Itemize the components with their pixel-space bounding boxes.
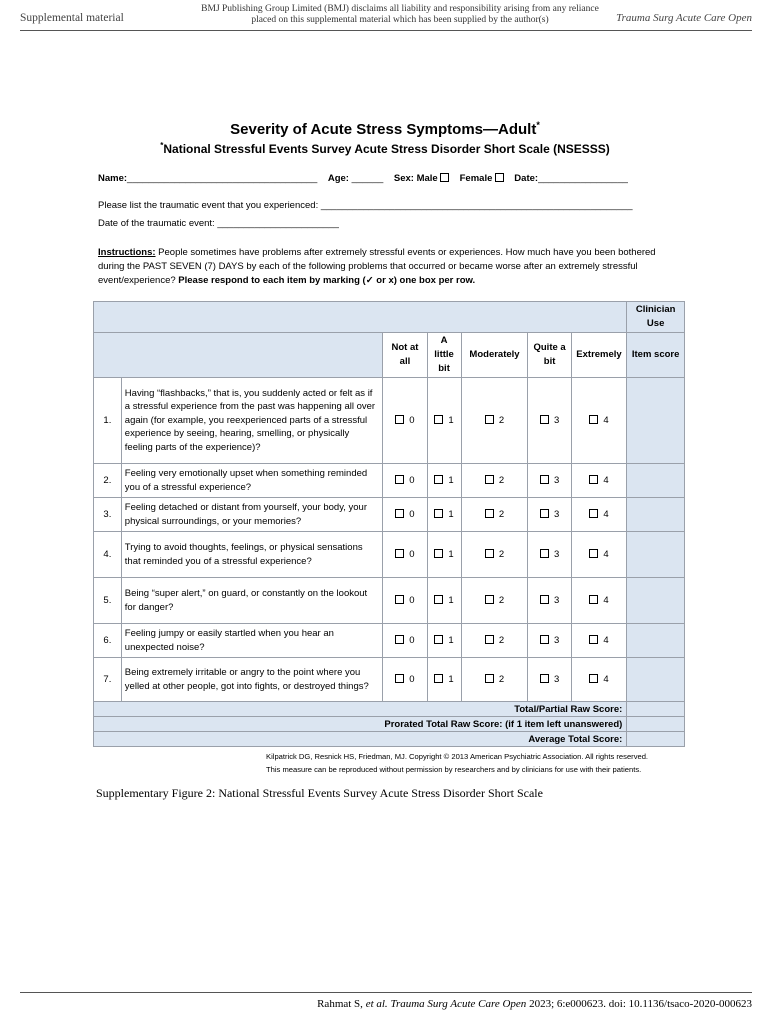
table-row [94,658,685,702]
response-option[interactable] [571,624,627,658]
col-header-extremely: Extremely [571,333,627,378]
response-option[interactable] [461,532,528,578]
table-header-row [94,333,685,378]
option-value: 0 [409,415,415,426]
prorated-row [94,717,685,732]
checkbox-icon[interactable] [589,415,598,424]
response-option[interactable] [528,378,571,464]
checkbox-icon[interactable] [395,635,404,644]
disclaimer-line-2: placed on this supplemental material which has been supplied by the author(s) [251,15,549,25]
response-option[interactable] [461,658,528,702]
table-row [94,498,685,532]
checkbox-icon[interactable] [589,549,598,558]
checkbox-icon[interactable] [395,415,404,424]
female-checkbox[interactable] [495,173,504,182]
item-question: Feeling detached or distant from yourself, your body, your physical surroundings, or your memories? [121,498,383,532]
checkbox-icon[interactable] [485,509,494,518]
option-value: 1 [448,415,454,426]
item-score-cell[interactable] [627,658,685,702]
footer-etal: et al. [365,998,388,1010]
response-option[interactable] [383,464,427,498]
response-option[interactable] [571,378,627,464]
event-field[interactable]: ___________________________________________________________ [320,200,633,211]
option-value: 3 [553,415,560,426]
form-title-text: Severity of Acute Stress Symptoms—Adult [230,121,537,138]
table-row [94,464,685,498]
checkbox-icon[interactable] [540,674,549,683]
footer-journal: Trauma Surg Acute Care Open [387,998,527,1010]
checkbox-icon[interactable] [540,415,549,424]
total-row [94,702,685,717]
item-number: 3. [94,498,122,532]
form-title [0,120,770,138]
checkbox-icon[interactable] [485,549,494,558]
response-option[interactable] [427,624,461,658]
item-question: Feeling jumpy or easily startled when you hear an unexpected noise? [121,624,383,658]
table-row [94,578,685,624]
age-field[interactable]: ______ [351,173,384,184]
title-footnote-mark: * [536,120,540,130]
option-value: 3 [553,509,560,520]
sex-label: Sex: [393,173,414,184]
copyright-notice [266,751,648,776]
footer-divider [20,992,752,993]
table-top-spacer [94,302,627,333]
response-option[interactable] [427,498,461,532]
checkbox-icon[interactable] [540,509,549,518]
response-option[interactable] [461,378,528,464]
date-field[interactable]: _________________ [538,173,628,184]
response-option[interactable] [528,464,571,498]
response-option[interactable] [528,578,571,624]
footer-authors: Rahmat S, [317,998,366,1010]
response-option[interactable] [427,658,461,702]
table-top-row [94,302,685,333]
option-value: 2 [498,674,505,685]
response-option[interactable] [571,578,627,624]
checkbox-icon[interactable] [395,674,404,683]
col-header-quite-a-bit: Quite a bit [528,333,571,378]
option-value: 0 [409,674,415,685]
checkbox-icon[interactable] [434,475,443,484]
average-score-cell[interactable] [627,732,685,747]
response-option[interactable] [461,624,528,658]
figure-caption: Supplementary Figure 2: National Stressful Events Survey Acute Stress Disorder Short Scale [96,786,543,800]
item-number: 2. [94,464,122,498]
response-option[interactable] [383,624,427,658]
prorated-score-label: Prorated Total Raw Score: (if 1 item left unanswered) [94,717,627,732]
option-value: 2 [498,509,505,520]
item-question: Being “super alert,” on guard, or constantly on the lookout for danger? [121,578,383,624]
checkbox-icon[interactable] [485,415,494,424]
response-option[interactable] [571,464,627,498]
checkbox-icon[interactable] [589,635,598,644]
checkbox-icon[interactable] [540,595,549,604]
prorated-score-cell[interactable] [627,717,685,732]
option-value: 4 [603,509,609,520]
response-option[interactable] [571,658,627,702]
copyright-line-1: Kilpatrick DG, Resnick HS, Friedman, MJ. Copyright © 2013 American Psychiatric Association. All rights reserved. [266,752,649,761]
checkbox-icon[interactable] [485,674,494,683]
male-checkbox[interactable] [440,173,449,182]
response-option[interactable] [383,658,427,702]
response-option[interactable] [383,532,427,578]
item-score-cell[interactable] [627,378,685,464]
item-question: Feeling very emotionally upset when something reminded you of a stressful experience? [121,464,383,498]
average-row [94,732,685,747]
checkbox-icon[interactable] [434,509,443,518]
disclaimer [180,4,620,26]
clinician-use-header: Clinician Use [627,302,685,333]
item-score-cell[interactable] [627,578,685,624]
response-option[interactable] [528,498,571,532]
checkbox-icon[interactable] [434,674,443,683]
item-score-cell[interactable] [627,532,685,578]
option-value: 2 [498,549,505,560]
option-value: 0 [409,475,415,486]
response-option[interactable] [383,378,427,464]
response-option[interactable] [528,532,571,578]
option-value: 1 [448,635,454,646]
response-option[interactable] [461,498,528,532]
form-subtitle [0,141,770,156]
checkbox-icon[interactable] [434,635,443,644]
checkbox-icon[interactable] [589,674,598,683]
footer-citation: 2023; 6:e000623. doi: 10.1136/tsaco-2020-000623 [526,998,752,1010]
event-date-row [98,218,339,229]
option-value: 3 [553,595,560,606]
name-field[interactable]: ____________________________________ [127,173,318,184]
event-date-field[interactable]: _______________________ [217,218,339,229]
copyright-line-2: This measure can be reproduced without permission by researchers and by clinicians for use with their patients. [266,764,642,774]
option-value: 4 [603,595,609,606]
age-label: Age: [327,173,349,184]
subtitle-footnote-mark: * [160,141,164,150]
table-row [94,532,685,578]
checkbox-icon[interactable] [434,595,443,604]
response-option[interactable] [427,578,461,624]
instructions-emphasis: Please respond to each item by marking (✓ or x) one box per row. [178,275,476,286]
checkbox-icon[interactable] [485,635,494,644]
checkbox-icon[interactable] [485,475,494,484]
average-score-label: Average Total Score: [94,732,627,747]
option-value: 2 [498,635,505,646]
response-option[interactable] [528,658,571,702]
demographics-row [98,173,628,184]
checkbox-icon[interactable] [485,595,494,604]
item-question: Having “flashbacks,” that is, you suddenly acted or felt as if a stressful experience from the past was happening all over again (for example, you reexperienced parts of a stressful experience by seeing, hearing, smelling, or physically feeling parts of the experience)? [121,378,383,464]
option-value: 1 [448,475,454,486]
female-label: Female [459,173,493,184]
option-value: 0 [409,595,415,606]
response-option[interactable] [427,464,461,498]
table-row [94,624,685,658]
item-number: 5. [94,578,122,624]
option-value: 1 [448,549,454,560]
checkbox-icon[interactable] [589,509,598,518]
item-number: 6. [94,624,122,658]
event-prompt: Please list the traumatic event that you experienced: [98,200,319,211]
response-option[interactable] [383,578,427,624]
option-value: 3 [553,635,560,646]
response-option[interactable] [571,532,627,578]
checkbox-icon[interactable] [434,549,443,558]
header-divider [20,30,752,31]
col-header-moderately: Moderately [461,333,528,378]
form-subtitle-text: National Stressful Events Survey Acute Stress Disorder Short Scale (NSESSS) [163,142,610,156]
checkbox-icon[interactable] [395,475,404,484]
col-header-item-score: Item score [627,333,685,378]
item-question: Being extremely irritable or angry to the point where you yelled at other people, got into fights, or destroyed things? [121,658,383,702]
checkbox-icon[interactable] [540,635,549,644]
option-value: 1 [448,509,454,520]
checkbox-icon[interactable] [540,549,549,558]
option-value: 2 [498,475,505,486]
option-value: 4 [603,549,609,560]
checkbox-icon[interactable] [540,475,549,484]
option-value: 0 [409,635,415,646]
item-number: 1. [94,378,122,464]
item-number: 7. [94,658,122,702]
checkbox-icon[interactable] [395,595,404,604]
checkbox-icon[interactable] [395,549,404,558]
running-header-left: Supplemental material [20,12,124,24]
option-value: 0 [409,509,415,520]
option-value: 3 [553,674,560,685]
citation-footer [317,998,752,1010]
checkbox-icon[interactable] [589,595,598,604]
item-score-cell[interactable] [627,498,685,532]
instructions [98,246,666,288]
option-value: 3 [553,549,560,560]
option-value: 0 [409,549,415,560]
checkbox-icon[interactable] [589,475,598,484]
response-option[interactable] [427,378,461,464]
symptom-table [93,301,685,747]
response-option[interactable] [427,532,461,578]
total-score-cell[interactable] [627,702,685,717]
disclaimer-line-1: BMJ Publishing Group Limited (BMJ) disclaims all liability and responsibility arising from any reliance [201,4,599,14]
item-score-cell[interactable] [627,464,685,498]
response-option[interactable] [528,624,571,658]
event-date-prompt: Date of the traumatic event: [98,218,215,229]
option-value: 4 [603,674,609,685]
table-row [94,378,685,464]
option-value: 4 [603,635,609,646]
total-score-label: Total/Partial Raw Score: [94,702,627,717]
response-option[interactable] [461,578,528,624]
option-value: 2 [498,415,505,426]
event-row [98,200,633,211]
col-header-a-little-bit: A little bit [427,333,461,378]
item-number: 4. [94,532,122,578]
item-score-cell[interactable] [627,624,685,658]
checkbox-icon[interactable] [434,415,443,424]
option-value: 4 [603,415,609,426]
instructions-label: Instructions: [98,247,156,258]
male-label: Male [416,173,438,184]
option-value: 3 [553,475,560,486]
date-label: Date: [514,173,539,184]
item-question: Trying to avoid thoughts, feelings, or physical sensations that reminded you of a stressful experience? [121,532,383,578]
option-value: 4 [603,475,609,486]
option-value: 2 [498,595,505,606]
table-header-spacer [94,333,383,378]
checkbox-icon[interactable] [395,509,404,518]
response-option[interactable] [383,498,427,532]
option-value: 1 [448,674,454,685]
col-header-not-at-all: Not at all [383,333,427,378]
item-rows [94,378,685,702]
option-value: 1 [448,595,454,606]
response-option[interactable] [461,464,528,498]
name-label: Name: [98,173,128,184]
response-option[interactable] [571,498,627,532]
instructions-text: People sometimes have problems after extremely stressful events or experiences. How much have you been bothered during the PAST SEVEN (7) DAYS by each of the following problems that occurred or became worse after an extremely stressful event/experience? [98,247,656,286]
journal-name: Trauma Surg Acute Care Open [616,12,752,24]
